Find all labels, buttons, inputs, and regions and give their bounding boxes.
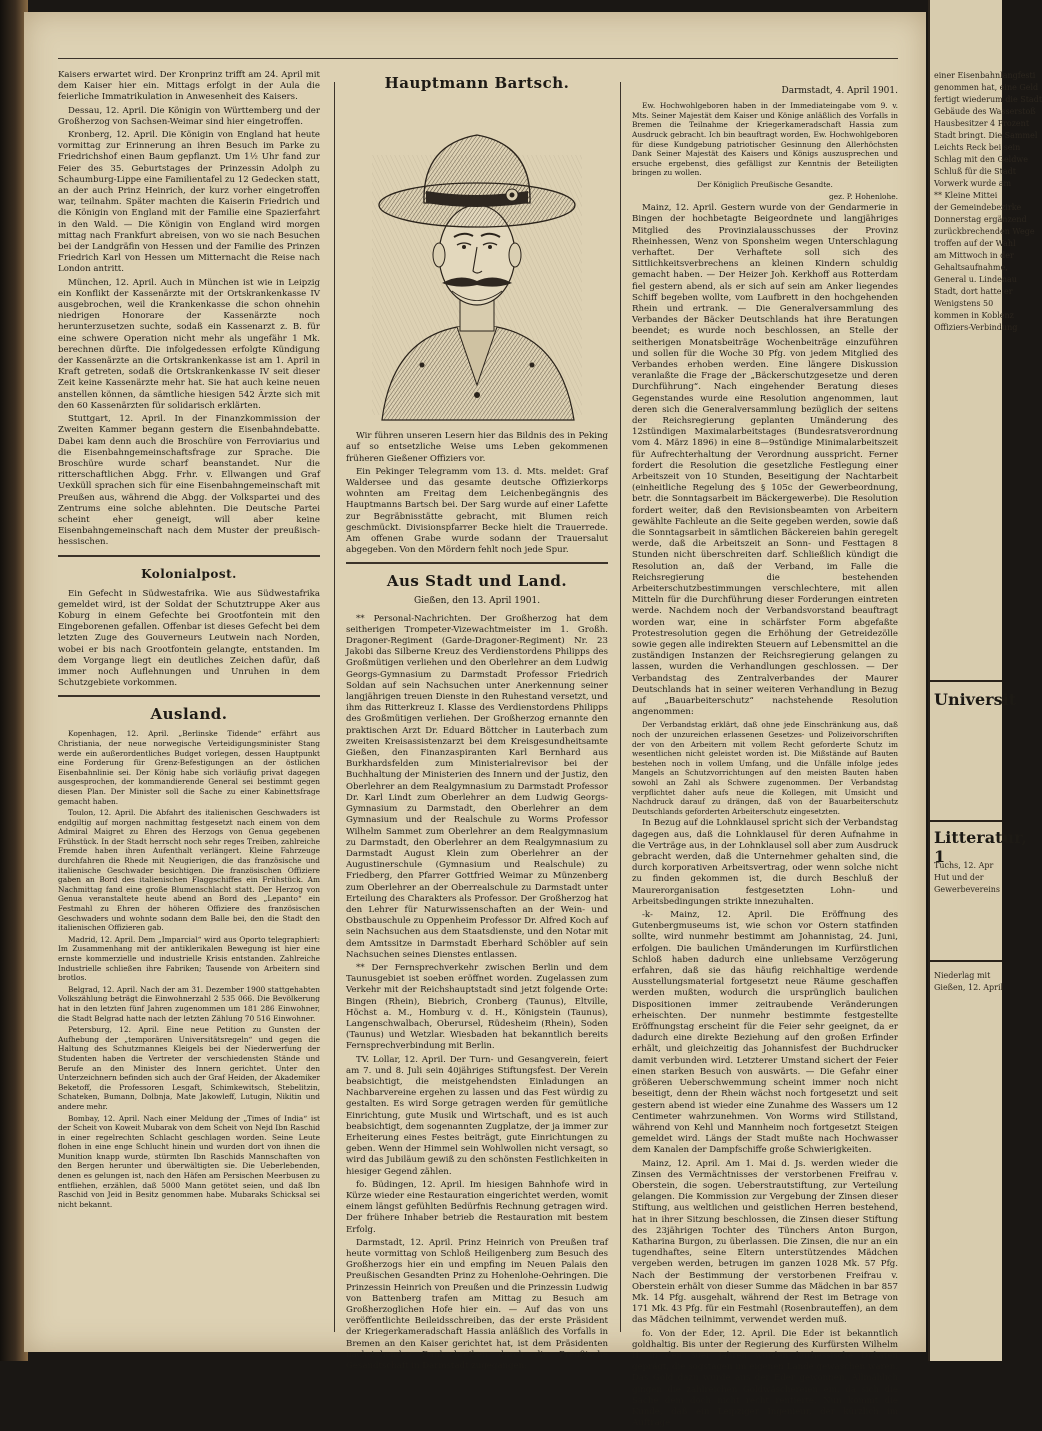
adjacent-text-line: einer Eisenbahnlangfesti [934,71,1036,80]
adjacent-text-line: Stadt, dort hatte er [934,287,1013,296]
adjacent-text-line: fertigt wiederum die Stadt [934,95,1042,104]
adjacent-page-edge [928,0,1042,1361]
adjacent-text-line: Offiziers-Verbindung [934,323,1018,332]
adjacent-text-line: Donnerstag ergänzend [934,215,1027,224]
adjacent-page-rule [930,820,1002,822]
adjacent-text-line: genommen hat, eine Geld [934,83,1039,92]
letter-signature-title: Der Königlich Preußische Gesandte. [697,179,833,189]
adjacent-text-line: Gebäude des Wasserstoß [934,107,1036,116]
article-dessau: Dessau, 12. April. Die Königin von Württemberg und der Großherzog von Sachsen-Weimar sind hier eingetroffen. [58,105,320,127]
section-divider [58,695,320,697]
article-lohnklausel: In Bezug auf die Lohnklausel spricht sich der Verbandstag dagegen aus, daß die Lohnklausel für deren Aufnahme in die Verträge aus, in der Lohnklausel soll aber zum Ausdruck gebracht werden, daß die Unternehmer gehalten sind, die durch korporativen Arbeitsvertrag, oder wenn solche nicht zu finden gekommen ist, die durch Beschluß der Maurerorganisation festgesetzten Lohn- und Arbeitsbedingungen strikte innezuhalten. [632,818,898,907]
article-muenchen: München, 12. April. Auch in München ist wie in Leipzig ein Konflikt der Kassenärzte mit der Ortskrankenkasse IV ausgebrochen, weil die Krankenkasse die schon ohnehin niedrigen Honorare der Kassenärzte noch herunterzusetzen suchte, sodaß ein Kassenarzt z. B. für eine schwere Operation nicht mehr als ungefähr 1 Mk. berechnen dürfte. Die infolgedessen erfolgte Kündigung der Kassenärzte an die Ortskrankenkasse ist am 1. April in Kraft getreten, sodaß die Ortskrankenkasse IV seit dieser Zeit keine Kassenärzte mehr hat. Sie hat auch keine neuen anstellen können, da sämtliche hiesigen 542 Ärzte sich mit den 60 Kassenärzten für solidarisch erklärten. [58,277,320,411]
section-heading-stadt-und-land: Aus Stadt und Land. [386,572,568,591]
adjacent-page-rule [930,680,1002,682]
article-petersburg: Petersburg, 12. April. Eine neue Petition zu Gunsten der Aufhebung der „temporären Universitätsregeln“ und gegen die Haltung des Schutzmannes Kleigels bei der Niederwerfung der Studenten haben die Vertreter der verschiedensten Stände und Berufe an den Minister des Innern gerichtet. Unter den Unterzeichnern befinden sich auch der Graf Heiden, der Akademiker Beketoff, die Professoren Lesgaft, Schimkewitsch, Stebelitzin, Schateken, Bumann, Dolbnja, Mate Jakowleff, Lutugin, Nikitin und andere mehr. [58,1025,320,1111]
adjacent-text-line: am Mittwoch in der [934,251,1014,260]
resolution-text: Der Verbandstag erklärt, daß ohne jede Einschränkung aus, daß noch der unzureichen erlassenen Gesetzes- und Polizeivorschriften der von den Arbeitern mit vollem Recht geforderte Schutz im wesentlichen nicht geleistet worden ist. Die Mißstände auf Bauten bestehen noch in vollem Umfang, und die Unfälle infolge jedes Mangels an Schutzvorrichtungen auf den meisten Bauten haben sowohl an Zahl als Schwere zugenommen. Der Verbandstag verpflichtet daher aufs neue die Kollegen, mit Umsicht und Nachdruck darauf zu drängen, daß von der Bauarbeiterschutz Deutschlands geforderten Arbeiterschutz eingesetzten. [632,720,898,816]
adjacent-text-line: Wenigstens 50 [934,299,994,308]
section-divider [58,555,320,557]
adjacent-text-line: Hut und der [934,873,984,882]
article-eder-gold: fo. Von der Eder, 12. April. Die Eder ist bekanntlich goldhaltig. Bis unter der Regierung des Kurfürsten Wilhelm II. in den 30er Jahren wurden kurhessische Dukaten geprägt, die sogstagen im eigenen Lande gewaschen waren. Das Gold dazu wurde aus der Eder gewonnen. Allmählich gingen die zahlreichen Goldwäschereien ein, da sich die Sache dem doch nicht recht rentierte. Nun kommt die Kunde, daß ein Leipziger Ingenieur, der kürzlich im Auftrage [632,1328,898,1429]
article-personal-nachrichten: ** Personal-Nachrichten. Der Großherzog hat dem seitherigen Trompeter-Vizewachtmeister im 1. Großh. Dragoner-Regiment (Garde-Dragoner-Regiment) Nr. 23 Jakobi das Silberne Kreuz des Verdienstordens Philipps des Großmütigen verliehen und den Oberlehrer an dem Ludwig Georgs-Gymnasium zu Darmstadt Professor Friedrich Soldan auf sein Nachsuchen unter Anerkennung seiner langjährigen treuen Dienste in den Ruhestand versetzt, und ihm das Ritterkreuz I. Klasse des Verdienstordens Philipps des Großmütigen verliehen. Der Großherzog ernannte den praktischen Arzt Dr. Eduard Böttcher in Lauterbach zum zweiten Kreisassistenzarzt bei dem Kreisgesundheitsamte Gießen, den Finanzaspiranten Karl Bernhard aus Burkhardsfelden zum Ministerialrevisor bei der Buchhaltung der Ministerien des Innern und der Justiz, den Oberlehrer an dem Realgymnasium zu Darmstadt Professor Dr. Karl Lindt zum Oberlehrer an dem Ludwig Georgs-Gymnasium zu Darmstadt, den Oberlehrer an dem Gymnasium und der Realschule zu Worms Professor Wilhelm Sammet zum Oberlehrer an dem Realgymnasium zu Darmstadt, den Oberlehrer an dem Realgymnasium zu Darmstadt August Klein zum Oberlehrer an der Augustinerschule (Gymnasium und Realschule) zu Friedberg, den Pfarrer Gottfried Weimar zu Münzenberg zum Oberlehrer an der Oberrealschule zu Darmstadt unter Erteilung des Charakters als Professor. Der Großherzog hat den Lehrer für Naturwissenschaften an der Wein- und Obstbauschule zu Oppenheim Professor Dr. Alfred Koch auf sein Nachsuchen aus dem Staatsdienste, und den Notar mit dem Amtssitze in Darmstadt Eberhard Schöbler auf sein Nachsuchen seines Dienstes entlassen. [346,613,608,960]
adjacent-heading-litteratur: Litteratur, 1 [934,828,1027,866]
column-middle [346,74,608,1374]
portrait-engraving-image [362,95,592,425]
article-jena-end: Kaisers erwartet wird. Der Kronprinz trifft am 24. April mit dem Kaiser hier ein. Mittags erfolgt in der Aula die feierliche Immatrikulation in Anwesenheit des Kaisers. [58,70,320,103]
adjacent-text-line: zurückbrechenden Wege [934,227,1035,236]
portrait-caption: Wir führen unseren Lesern hier das Bildnis des in Peking auf so entsetzliche Weise ums Leben gekommenen früheren Gießener Offiziers vor. [346,431,608,464]
adjacent-text-line: der Gemeindebezirke [934,203,1022,212]
article-lollar: TV. Lollar, 12. April. Der Turn- und Gesangverein, feiert am 7. und 8. Juli sein 40jähriges Stiftungsfest. Der Verein beabsichtigt, die meistgehendsten Einladungen an Nachbarvereine ergehen zu lassen und das Fest würdig zu gestalten. Es wird Sorge getragen werden für gemütliche Einrichtung, gute Musik und Wirtschaft, und es ist auch beabsichtigt, dem sogenannten Zugplatze, der ja immer zur Erheiterung eines Festes beiträgt, gute Einrichtungen zu geben. Wenn der Himmel sein Wohlwollen nicht versagt, so wird das Jubiläum gewiß zu den schönsten Festlichkeiten in hiesiger Gegend zählen. [346,1054,608,1177]
adjacent-text-line: Gewerbevereins [934,885,1001,894]
adjacent-text-line: Niederlag mit [934,971,991,980]
article-madrid: Madrid, 12. April. Dem „Imparcial“ wird aus Oporto telegraphiert: Im Zusammenhang mit der antiklerikalen Bewegung ist hier eine ernste kommerzielle und industrielle Krisis entstanden. Zahlreiche Industrielle schließen ihre Fabriken; Tausende von Arbeitern sind brotlos. [58,934,320,983]
article-stuttgart: Stuttgart, 12. April. In der Finanzkommission der Zweiten Kammer begann gestern die Eisenbahndebatte. Dabei kam denn auch die Broschüre von Ferroviarius und die Eisenbahngemeinschaftsfrage zur Sprache. Die Broschüre wurde scharf beanstandet. Nur die ritterschaftlichen Abgg. Frhr. v. Ellwangen und Graf Uexküll sprachen sich für eine Eisenbahngemeinschaft mit Preußen aus, während die Abgg. der Volkspartei und des Zentrums eine solche ablehnten. Die Deutsche Partei scheint eher geneigt, will aber keine Eisenbahngemeinschaft nach dem Muster der preußisch-hessischen. [58,414,320,548]
letter-dateline: Darmstadt, 4. April 1901. [781,86,898,96]
section-heading-kolonialpost: Kolonialpost. [141,566,237,581]
article-peking-telegramm: Ein Pekinger Telegramm vom 13. d. Mts. meldet: Graf Waldersee und das gesamte deutsche Offizierkorps wohnten am Freitag dem Leichenbegängnis des Hauptmanns Bartsch bei. Der Sarg wurde auf einer Lafette zur Begräbnisstätte gebracht, mit Blumen reich geschmückt. Divisionspfarrer Becke hielt die Trauerrede. Am offenen Grabe wurde sodann der Trauersalut abgegeben. Von den Mördern fehlt noch jede Spur. [346,466,608,556]
top-rule [58,58,898,59]
article-darmstadt: Darmstadt, 12. April. Prinz Heinrich von Preußen traf heute vormittag von Schloß Heiligenberg zum Besuch des Großherzogs hier ein und empfing im Neuen Palais den Preußischen Gesandten Prinz zu Hohenlohe-Oehringen. Die Prinzessin Heinrich von Preußen und die Prinzessin Ludwig von Battenberg trafen am Mittag zu Besuch am Großherzoglichen Hofe hier ein. — Auf das von uns veröffentlichte Beileidsschreiben, das der erste Präsident der Kriegerkameradschaft Hassia anläßlich des Vorfalls in Bremen an den Kaiser gerichtet hat, ist dem Präsidenten nachstehendes Dankschreiben durch die Preußische Gesandtschaft in Darmstadt zugegangen: [346,1237,608,1372]
letter-signature-name: gez. P. Hohenlohe. [829,191,898,201]
article-kopenhagen: Kopenhagen, 12. April. „Berlinske Tidende“ erfährt aus Christiania, der neue norwegische Verteidigungsminister Stang werde ein außerordentliches Budget vorlegen, dessen Hauptpunkt eine Forderung für Grenz-Befestigungen an der östlichen Eisenbahnlinie sei. Der König habe sich vorläufig privat dagegen ausgesprochen, der kommandierende General sei bestimmt gegen diesen Plan. Der Minister soll die Sache zu einer Kabinettsfrage gemacht haben. [58,729,320,806]
article-bombay: Bombay, 12. April. Nach einer Meldung der „Times of India“ ist der Scheit von Koweit Mubarak von dem Scheit von Nejd Ibn Raschid in einer regelrechten Schlacht geschlagen worden. Seine Leute flohen in eine enge Schlucht hinein und wurden dort von ihnen die Munition knapp wurde, stürmten Ibn Raschids Mannschaften von den Bergen herunter und überwältigten sie. Die Ueberlebenden, denen es gelungen ist, nach den Häfen am Persischen Meerbusen zu entfliehen, erzählen, daß 5000 Mann getötet seien, und daß Ibn Raschid von Jeid in Besitz genommen habe. Mubaraks Schicksal sei nicht bekannt. [58,1113,320,1209]
column-right [632,86,898,1431]
article-toulon: Toulon, 12. April. Die Abfahrt des italienischen Geschwaders ist endgiltig auf morgen nachmittag festgesetzt nach einem von dem Admiral Maigret zu Ehren des Herzogs von Genua gegebenen Frühstück. In der Stadt herrscht noch sehr reges Treiben, zahlreiche Fremde haben ihren Aufenthalt verlängert. Kleine Fahrzeuge durchfahren die Rhede mit Neugierigen, die das französische und italienische Geschwader besichtigen. Die französischen Offiziere gaben an Bord des italienischen Flaggschiffes ein Frühstück. Am Nachmittag fand eine große Blumenschlacht statt. Der Herzog von Genua veranstaltete heute abend an Bord des „Lepanto“ ein Festmahl zu Ehren der höheren Offiziere des französischen Geschwaders und wohnte sodann dem Balle bei, den die Stadt den italienischen Offizieren gab. [58,808,320,933]
adjacent-text-line: Schlag mit den Geldwe [934,155,1028,164]
article-fernsprechverkehr: ** Der Fernsprechverkehr zwischen Berlin und dem Taunusgebiet ist soeben eröffnet worden. Zugelassen zum Verkehr mit der Reichshauptstadt sind jetzt folgende Orte: Bingen (Rhein), Biebrich, Cronberg (Taunus), Eltville, Höchst a. M., Homburg v. d. H., Königstein (Taunus), Langenschwalbach, Oberursel, Rüdesheim (Rhein), Soden (Taunus) und Wetzlar. Wiesbaden hat bekanntlich bereits Fernsprechverbindung mit Berlin. [346,962,608,1052]
adjacent-text-line: Schluß für die Stadt [934,167,1016,176]
adjacent-text-line: Gehaltsaufnahme, [934,263,1008,272]
article-mainz-stiftung: Mainz, 12. April. Am 1. Mai d. Js. werden wieder die Zinsen des Vermächtnisses der verstorbenen Freifrau v. Oberstein, die sogen. Ueberstrautstiftung, zur Verteilung gelangen. Die Kommission zur Vergebung der Zinsen dieser Stiftung, aus weltlichen und geistlichen Herren bestehend, hat in ihrer Sitzung beschlossen, die Zinsen dieser Stiftung des 23jährigen Tochter des Tünchers Anton Burgon, Katharina Burgon, zu überlassen. Die Zinsen, die nur an ein tugendhaftes, seine Eltern unterstützendes Mädchen vergeben werden, betrugen im ganzen 1028 Mk. 57 Pfg. Nach der Bestimmung der verstorbenen Freifrau v. Oberstein erhält von dieser Summe das Mädchen in bar 857 Mk. 14 Pfg. ausgehalt, während der Rest im Betrage von 171 Mk. 43 Pfg. für ein Festmahl (Rosenbrauteffen), an dem das Mädchen teilnimmt, verwendet werden muß. [632,1158,898,1326]
adjacent-heading-universitaet: Universit [934,690,1017,709]
adjacent-text-line: Stadt bringt. Die Sammel [934,131,1038,140]
article-suedwestafrika: Ein Gefecht in Südwestafrika. Wie aus Südwestafrika gemeldet wird, ist der Soldat der Schutztruppe Aker aus Koburg in einem Gefechte bei Grootfontein mit den Eingeborenen gefallen. Offenbar ist dieses Gefecht bei dem letzten Zuge des Gouverneurs Leutwein nach Norden, wobei er bis nach Grootfontein gelangte, entstanden. Im dem Vorgange liegt ein deutliches Zeichen dafür, daß immer noch Auflehnungen und Unruhen in dem Schutzgebiete vorkommen. [58,588,320,689]
section-dateline: Gießen, den 13. April 1901. [413,596,541,607]
adjacent-text-line: Vorwerk wurde am [934,179,1012,188]
adjacent-text-line: Tuchs, 12. Apr [934,861,994,870]
column-separator [334,82,335,1332]
letter-body: Ew. Hochwohlgeboren haben in der Immediateingabe vom 9. v. Mts. Seiner Majestät dem Kaiser und Könige anläßlich des Vorfalls in Bremen die Teilnahme der Kriegerkameradschaft Hassia zum Ausdruck gebracht. Ich bin beauftragt worden, Ew. Hochwohlgeboren für diese Kundgebung patriotischer Gesinnung den Allerhöchsten Dank Seiner Majestät des Kaisers und Königs auszusprechen und ersuche ergebenst, dies gefälligst zur Kenntnis der Beteiligten bringen zu wollen. [632,101,898,178]
adjacent-text-line: kommen in Koblenz [934,311,1014,320]
article-belgrad: Belgrad, 12. April. Nach der am 31. Dezember 1900 stattgehabten Volkszählung beträgt die Einwohnerzahl 2 535 066. Die Bevölkerung hat in den letzten fünf Jahren zugenommen um 181 286 Einwohner, die Stadt Belgrad hatte nach der letzten Zählung 70 516 Einwohner. [58,984,320,1023]
adjacent-page-rule [930,960,1002,962]
adjacent-text-line: troffen auf der Wahl [934,239,1016,248]
adjacent-text-line: Leichts Reck bei sein [934,143,1021,152]
adjacent-text-line: General u. Lindenau [934,275,1017,284]
adjacent-text-line: Gießen, 12. April [934,983,1004,992]
column-left [58,70,320,1211]
article-kronberg: Kronberg, 12. April. Die Königin von England hat heute vormittag zur Erinnerung an ihren Besuch im Parke zu Friedrichshof einen Baum gepflanzt. Um 1½ Uhr fand zur Feier des 35. Geburtstages der Prinzessin Adolph zu Schaumburg-Lippe eine Familientafel zu 12 Gedecken statt, an der auch Prinz Heinrich, der kurz vorher eingetroffen war, teilnahm. Später machten die Kaiserin Friedrich und die Königin von England mit der Familie eine Spazierfahrt in den Wald. — Die Königin von England wird morgen mittag nach Frankfurt abreisen, von wo sie nach Besuchen bei der Landgräfin von Hessen und der Familie des Prinzen Friedrich Karl von Hessen um Mitternacht die Reise nach London antritt. [58,130,320,275]
section-heading-ausland: Ausland. [150,705,228,724]
article-buedingen: fo. Büdingen, 12. April. Im hiesigen Bahnhofe wird in Kürze wieder eine Restauration eingerichtet werden, womit einem längst gefühlten Bedürfnis Rechnung getragen wird. Der frühere Inhaber betrieb die Restauration mit bestem Erfolg. [346,1179,608,1235]
article-mainz-gendarmerie: Mainz, 12. April. Gestern wurde von der Gendarmerie in Bingen der hochbetagte Beigeordnete und langjähriges Mitglied des Provinzialausschusses der Provinz Rheinhessen, Wenz von Sponsheim wegen Unterschlagung verhaftet. Der Verhaftete soll sich des Sittlichkeitsverbrechens an kleinen Kindern schuldig gemacht haben. — Der Heizer Joh. Kerkhoff aus Rotterdam fiel gestern abend, als er sich auf sein am Anker liegendes Schiff begeben wollte, vom Laufbrett in den hochgehenden Rhein und ertrank. — Die Generalversammlung des Verbandes der Bäcker Deutschlands hat ihre Beratungen beendet; es wurde noch beschlossen, an Stelle der seitherigen Monatsbeiträge Wochenbeiträge einzuführen und sollen für die Woche 30 Pfg. von jedem Mitglied des Verbandes erhoben werden. Eine längere Diskussion veranlaßte die Frage der „Bäckerschutzgesetze und deren Durchführung“. Nach eingehender Beratung dieses Gegenstandes wurde eine Resolution angenommen, laut deren sich die Generalversammlung bezüglich der seitens der Reichsregierung geplanten Umänderung des 12stündigen Maximalarbeitstages (Bundesratsverordnung vom 4. März 1896) in eine 8—9stündige Minimalarbeitszeit für Aufrechterhaltung der Verordnung ausspricht. Ferner fordert die Resolution die gesetzliche Festlegung einer Arbeitszeit von 10 Stunden, Beseitigung der Nachtarbeit (einheitliche Regelung des § 105c der Gewerbeordnung, betr. die Sonntagsarbeit im Bäckergewerbe). Die Resolution fordert weiter, daß den Revisionsbeamten von Arbeitern gewählte Fachleute an die Seite gegeben werden, sowie daß die Sonntagsarbeit in sämtlichen Bäckereien bahin geregelt werde, daß die Arbeitszeit an Sonn- und Festtagen 8 Stunden nicht überschreiten darf. Schließlich kündigt die Resolution an, daß der Verband, im Falle die Reichsregierung die bestehenden Arbeiterschutzbestimmungen verschlechtere, mit allen Mitteln für die Durchführung dieser Forderungen eintreten werde. Nachdem noch der Verbandsvorstand beauftragt worden war, eine in schärfster Form abgefaßte Protestresolution gegen die Erhöhung der Getreidezölle sowie gegen alle indirekten Steuern auf Lebensmittel an die zuständigen Instanzen der Reichsregierung gelangen zu lassen, wurden die Verhandlungen geschlossen. — Der Verbandstag des Zentralverbandes der Maurer Deutschlands hat in seiner weiteren Verhandlung in Bezug auf „Bauarbeiterschutz“ nachstehende Resolution angenommen: [632,203,898,718]
portrait-title: Hauptmann Bartsch. [384,74,570,92]
column-separator [620,82,621,1332]
adjacent-text-line: Hausbesitzer 4 Prozent [934,119,1030,128]
adjacent-text-line: ** Kleine Mittei [934,191,998,200]
article-gutenbergmuseum: -k- Mainz, 12. April. Die Eröffnung des Gutenbergmuseums ist, wie schon vor Ostern statfinden sollte, wird nunmehr bestimmt am Johannistag, 24. Juni, erfolgen. Die baulichen Umänderungen im Kurfürstlichen Schloß haben dadurch eine unliebsame Verzögerung erfahren, daß sie das häufig reichhaltige werdende Ausstellungsmaterial fortgesetzt neue Räume geschaffen werden mußten, wodurch die ursprünglich baulichen Dispositionen immer zeitraubende Veränderungen erheischten. Der nunmehr bestimmte festgestellte Eröffnungstag erscheint für die Feier sehr geeignet, da er dadurch eine direkte Beziehung auf den großen Erfinder erhält, und gleichzeitig das Johannisfest der Buchdrucker damit verbunden wird. Letzterer Umstand sichert der Feier einen starken Besuch von auswärts. — Die Gefahr einer größeren Ueberschwemmung scheint immer noch nicht beseitigt, denn der Rhein wächst noch fortgesetzt und seit gestern abend ist wieder eine Zunahme des Wassers um 12 Centimeter wahrzunehmen. Von Worms wird Stillstand, während von Kehl und Mannheim noch fortgesetzt Steigen gemeldet wird. Längs der Stadt mußte nach Hochwasser dem Kanalen der Dampfschiffe große Schwierigkeiten. [632,910,898,1156]
section-divider [346,562,608,564]
